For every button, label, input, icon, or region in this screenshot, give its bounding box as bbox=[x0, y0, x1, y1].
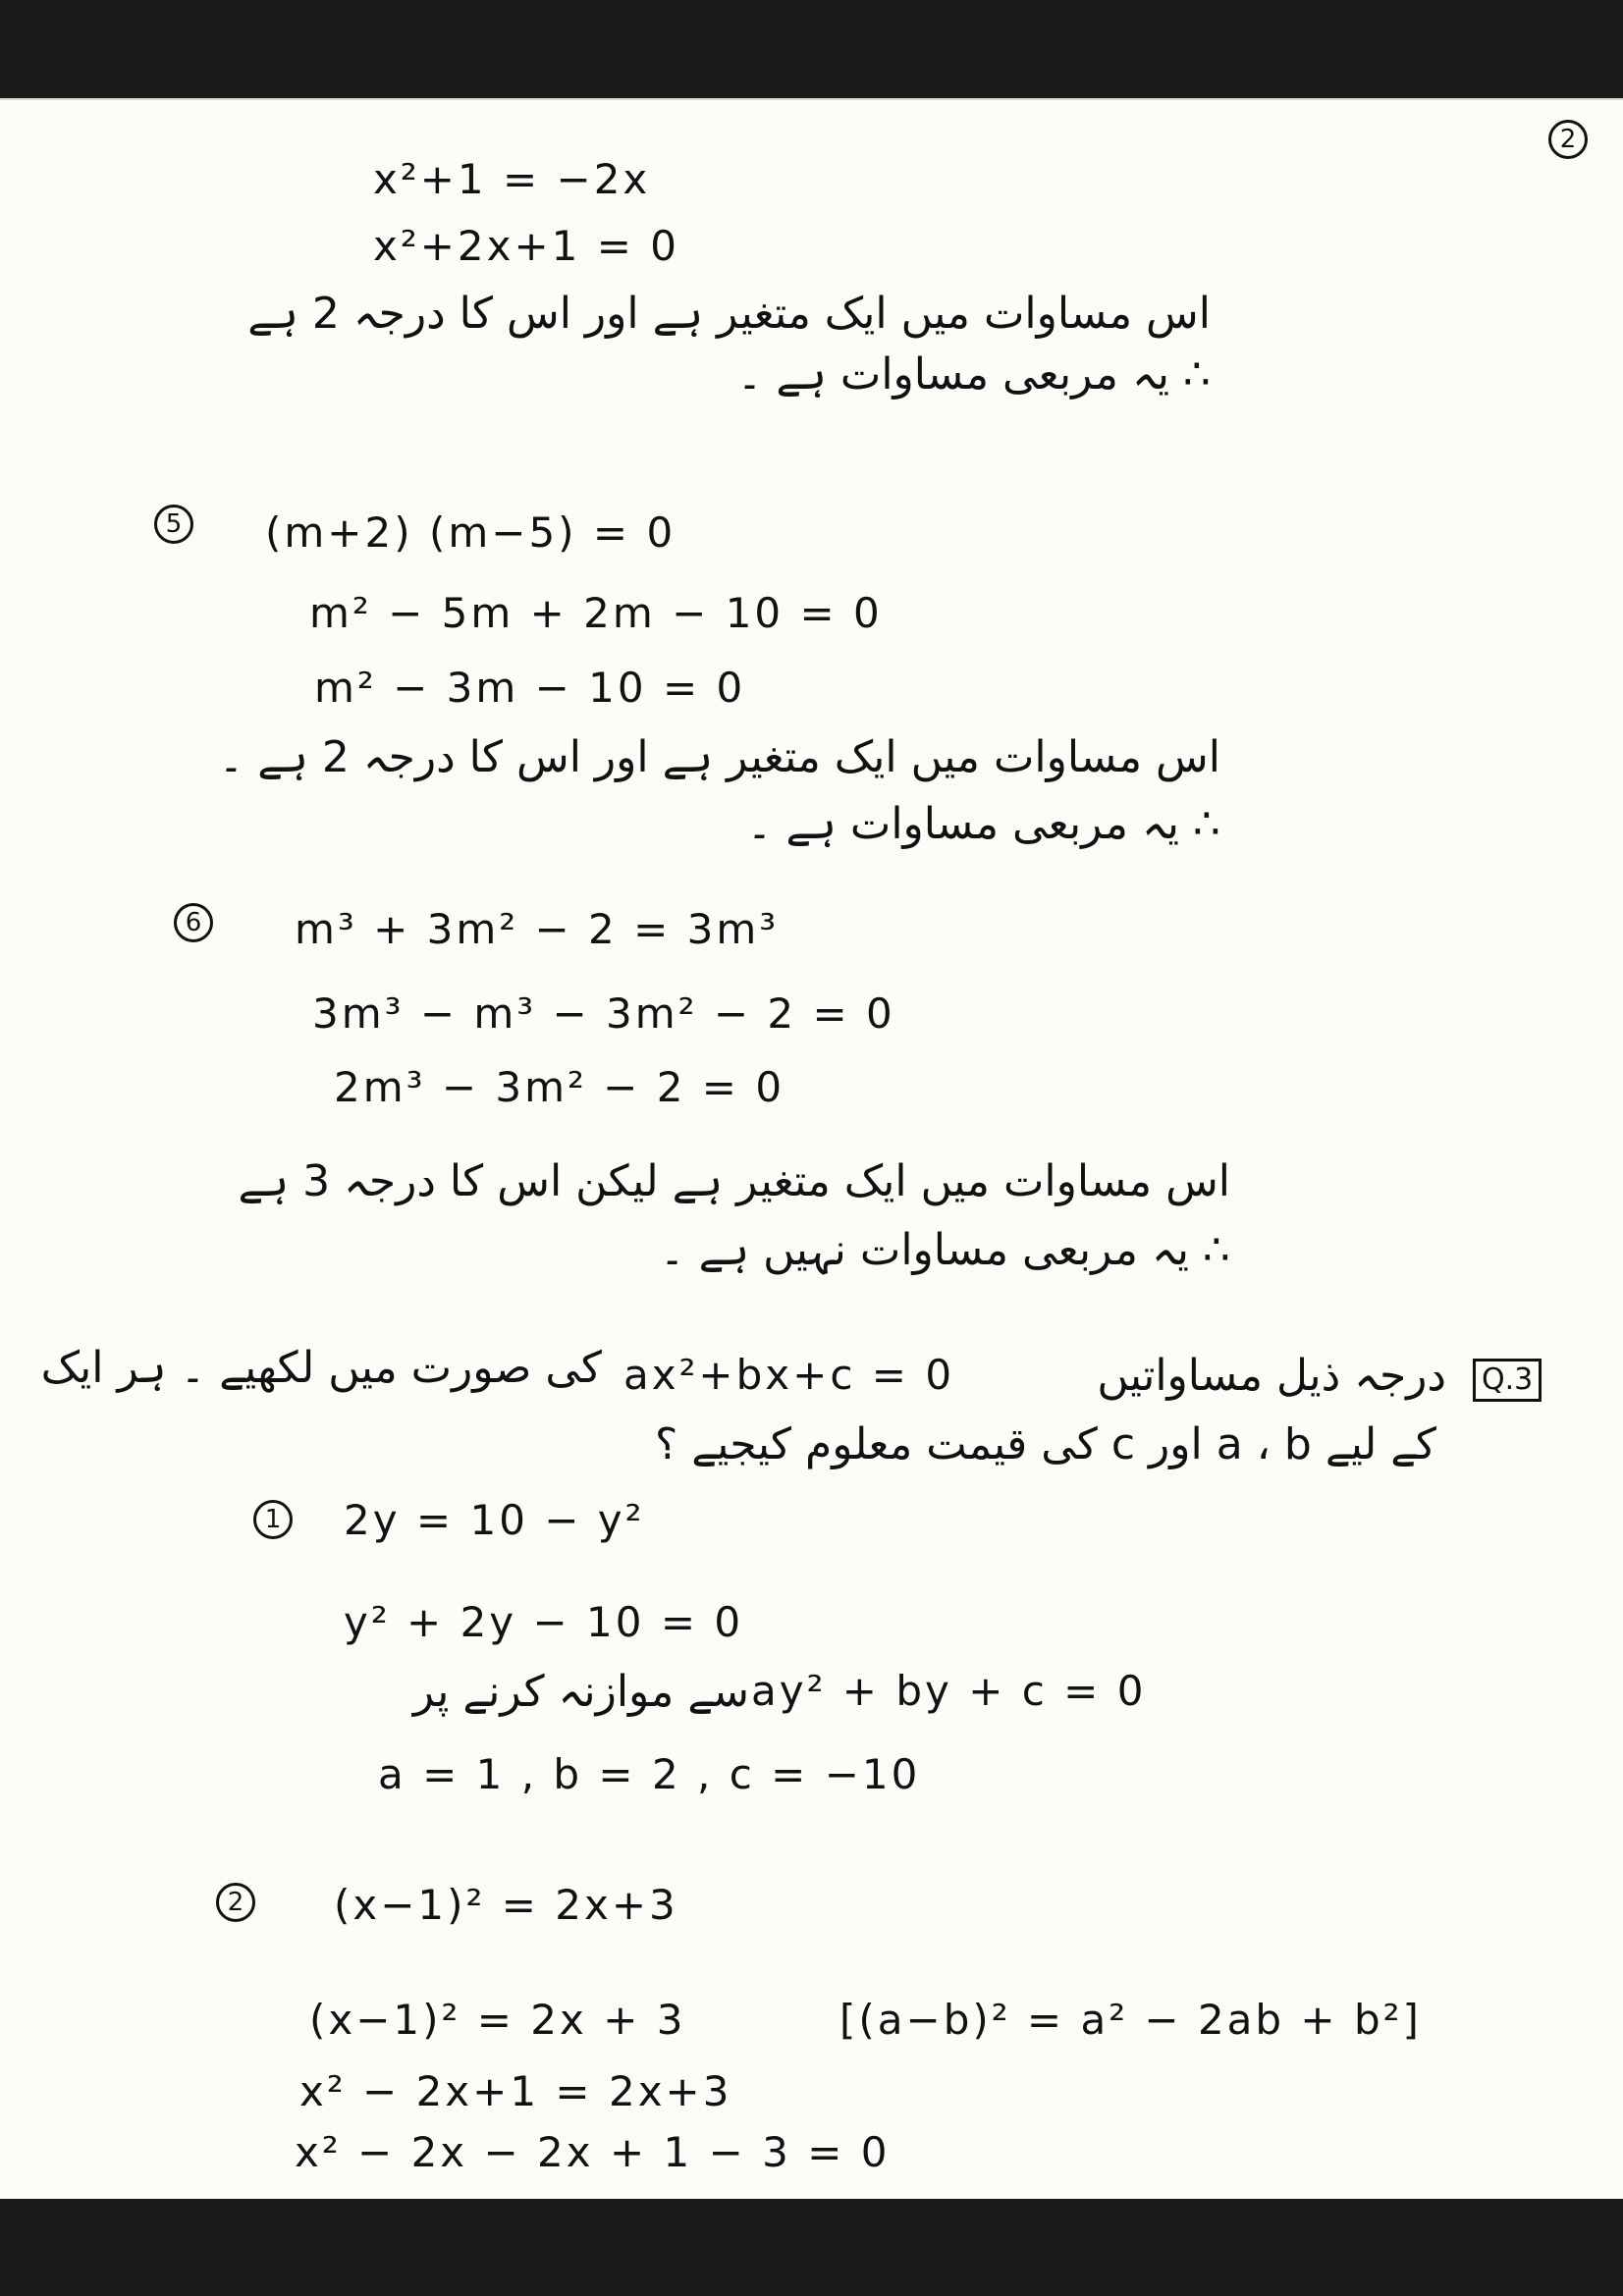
equation-line: m³ + 3m² − 2 = 3m³ bbox=[295, 905, 780, 953]
item-marker: 1 bbox=[253, 1500, 293, 1539]
equation-line: x²+1 = −2x bbox=[373, 155, 651, 203]
equation-line: y² + 2y − 10 = 0 bbox=[344, 1598, 744, 1646]
question-formula: ax²+bx+c = 0 bbox=[623, 1351, 955, 1399]
equation-line: 2m³ − 3m² − 2 = 0 bbox=[334, 1063, 785, 1111]
question-label: Q.3 bbox=[1473, 1359, 1542, 1402]
compare-formula: ay² + by + c = 0 bbox=[751, 1667, 1147, 1715]
equation-line: (x−1)² = 2x + 3 bbox=[309, 1996, 686, 2044]
equation-line: 2y = 10 − y² bbox=[344, 1496, 645, 1544]
equation-line: x² − 2x+1 = 2x+3 bbox=[299, 2067, 732, 2115]
equation-line: x²+2x+1 = 0 bbox=[373, 222, 679, 270]
question-heading-second-line: کے لیے a ، b اور c کی قیمت معلوم کیجیے ؟ bbox=[654, 1419, 1436, 1469]
coefficients-result: a = 1 , b = 2 , c = −10 bbox=[378, 1750, 921, 1798]
equation-line: (m+2) (m−5) = 0 bbox=[265, 508, 676, 557]
equation-line: 3m³ − m³ − 3m² − 2 = 0 bbox=[312, 989, 895, 1038]
equation-line: m² − 3m − 10 = 0 bbox=[314, 664, 746, 712]
urdu-conclusion: ∴ یہ مربعی مساوات نہیں ہے ۔ bbox=[659, 1225, 1230, 1275]
urdu-compare-text: سے موازنہ کرنے پر bbox=[412, 1667, 749, 1717]
equation-line: x² − 2x − 2x + 1 − 3 = 0 bbox=[295, 2128, 891, 2176]
urdu-conclusion: ∴ یہ مربعی مساوات ہے ۔ bbox=[736, 349, 1211, 400]
question-heading-right: درجہ ذیل مساواتیں bbox=[1097, 1351, 1446, 1401]
background-strip bbox=[0, 2199, 1623, 2296]
item-marker: 6 bbox=[174, 903, 213, 942]
equation-line: m² − 5m + 2m − 10 = 0 bbox=[309, 589, 883, 637]
equation-line: (x−1)² = 2x+3 bbox=[334, 1881, 678, 1929]
urdu-statement: اس مساوات میں ایک متغیر ہے لیکن اس کا درجہ 3 ہے bbox=[238, 1156, 1230, 1206]
item-marker: 5 bbox=[154, 505, 193, 544]
urdu-statement: اس مساوات میں ایک متغیر ہے اور اس کا درجہ 2 ہے bbox=[247, 289, 1211, 339]
item-marker: 2 bbox=[216, 1883, 255, 1922]
identity-note: [(a−b)² = a² − 2ab + b²] bbox=[839, 1996, 1422, 2044]
notebook-page bbox=[0, 98, 1623, 2201]
urdu-conclusion: ∴ یہ مربعی مساوات ہے ۔ bbox=[746, 799, 1220, 849]
urdu-statement: اس مساوات میں ایک متغیر ہے اور اس کا درجہ 2 ہے ۔ bbox=[218, 732, 1220, 782]
question-heading-left: کی صورت میں لکھیے ۔ ہر ایک bbox=[40, 1343, 602, 1393]
page-number: 2 bbox=[1548, 120, 1588, 159]
